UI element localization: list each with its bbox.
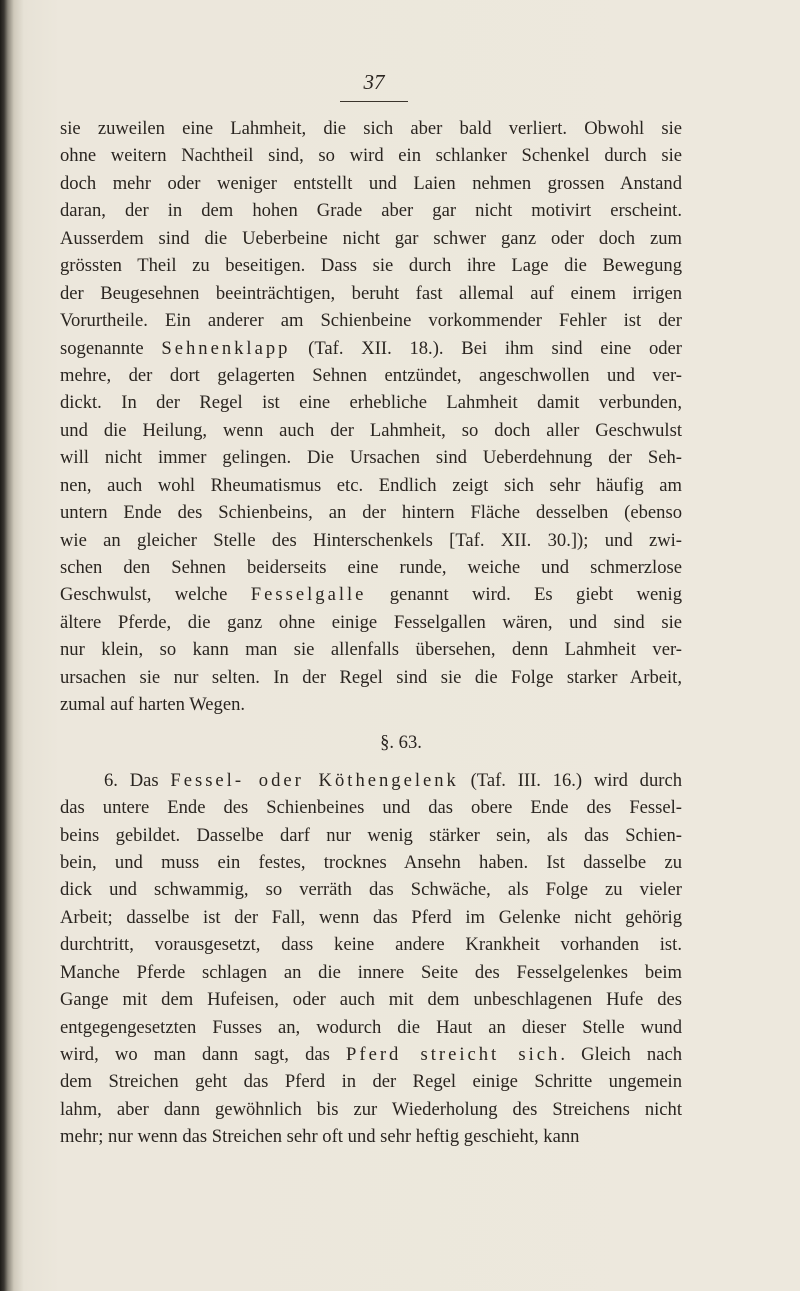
text-line: Gange mit dem Hufeisen, oder auch mit dem unbeschlagenen Hufe des: [60, 989, 682, 1011]
text-segment: . Gleich nach: [560, 1044, 682, 1065]
text-line: bein, und muss ein festes, trocknes Ansehn haben. Ist dasselbe zu: [60, 851, 682, 873]
text-line: Vorurtheile. Ein anderer am Schienbeine vorkommender Fehler ist der: [60, 310, 682, 332]
text-segment: sogenannte: [60, 337, 162, 359]
paragraph-1: [60, 115, 682, 719]
body-text: [60, 115, 682, 1151]
text-line: nen, auch wohl Rheumatismus etc. Endlich zeigt sich sehr häufig am: [60, 474, 682, 496]
emphasized-term: Pferd streicht sich: [346, 1044, 561, 1065]
text-line: will nicht immer gelingen. Die Ursachen sind Ueberdehnung der Seh-: [60, 447, 682, 469]
text-line: grössten Theil zu beseitigen. Dass sie durch ihre Lage die Bewegung: [60, 255, 682, 277]
text-line: zumal auf harten Wegen.: [60, 694, 246, 716]
text-line: mehre, der dort gelagerten Sehnen entzündet, angeschwollen und ver-: [60, 364, 682, 386]
text-segment: (Taf. XII. 18.). Bei ihm sind eine oder: [290, 337, 682, 359]
text-line: lahm, aber dann gewöhnlich bis zur Wiederholung des Streichens nicht: [60, 1098, 682, 1120]
text-line: entgegengesetzten Fusses an, wodurch die Haut an dieser Stelle wund: [60, 1016, 682, 1038]
section-heading: §. 63.: [380, 731, 422, 753]
text-line: untern Ende des Schienbeins, an der hintern Fläche desselben (ebenso: [60, 502, 682, 524]
text-line: Ausserdem sind die Ueberbeine nicht gar schwer ganz oder doch zum: [60, 227, 682, 249]
emphasized-term: Sehnenklapp: [161, 337, 291, 359]
text-line: Manche Pferde schlagen an die innere Seite des Fesselgelenkes beim: [60, 961, 682, 983]
text-line: wie an gleicher Stelle des Hinterschenkels [Taf. XII. 30.]); und zwi-: [60, 529, 682, 551]
text-segment: genannt wird. Es giebt wenig: [366, 584, 682, 606]
text-segment: 6. Das: [104, 769, 171, 791]
text-line: [60, 335, 682, 362]
text-line: [60, 1041, 682, 1068]
text-line: ältere Pferde, die ganz ohne einige Fesselgallen wären, und sind sie: [60, 611, 682, 633]
text-line: und die Heilung, wenn auch der Lahmheit, so doch aller Geschwulst: [60, 419, 682, 441]
paragraph-2: [60, 767, 682, 1151]
text-line: [60, 767, 682, 794]
text-line: sie zuweilen eine Lahmheit, die sich aber bald verliert. Obwohl sie: [60, 118, 682, 139]
page-number: 37: [340, 70, 408, 102]
text-line: mehr; nur wenn das Streichen sehr oft und sehr heftig geschieht, kann: [60, 1126, 580, 1148]
text-line: nur klein, so kann man sie allenfalls übersehen, denn Lahmheit ver-: [60, 639, 682, 661]
text-line: beins gebildet. Dasselbe darf nur wenig stärker sein, als das Schien-: [60, 824, 682, 846]
text-line: doch mehr oder weniger entstellt und Laien nehmen grossen Anstand: [60, 172, 682, 194]
text-segment: wird, wo man dann sagt, das: [60, 1044, 347, 1065]
text-line: ohne weitern Nachtheil sind, so wird ein schlanker Schenkel durch sie: [60, 145, 682, 167]
text-line: Arbeit; dasselbe ist der Fall, wenn das Pferd im Gelenke nicht gehörig: [60, 906, 682, 928]
emphasized-term: Fesselgalle: [250, 584, 367, 606]
emphasized-term: Fessel- oder Köthengelenk: [170, 769, 459, 791]
text-line: schen den Sehnen beiderseits eine runde, weiche und schmerzlose: [60, 557, 682, 578]
text-line: daran, der in dem hohen Grade aber gar nicht motivirt erscheint.: [60, 200, 682, 222]
text-line: dickt. In der Regel ist eine erhebliche Lahmheit damit verbunden,: [60, 392, 682, 414]
text-line: durchtritt, vorausgesetzt, dass keine andere Krankheit vorhanden ist.: [60, 934, 682, 956]
text-line: dick und schwammig, so verräth das Schwäche, als Folge zu vieler: [60, 879, 682, 901]
text-line: der Beugesehnen beeinträchtigen, beruht fast allemal auf einem irrigen: [60, 282, 682, 304]
text-line: [60, 581, 682, 608]
text-line: dem Streichen geht das Pferd in der Regel einige Schritte ungemein: [60, 1071, 682, 1093]
text-segment: (Taf. III. 16.) wird durch: [458, 769, 682, 791]
text-line: das untere Ende des Schienbeines und das obere Ende des Fessel-: [60, 797, 682, 819]
text-line: ursachen sie nur selten. In der Regel sind sie die Folge starker Arbeit,: [60, 666, 682, 688]
text-segment: Geschwulst, welche: [60, 584, 251, 606]
